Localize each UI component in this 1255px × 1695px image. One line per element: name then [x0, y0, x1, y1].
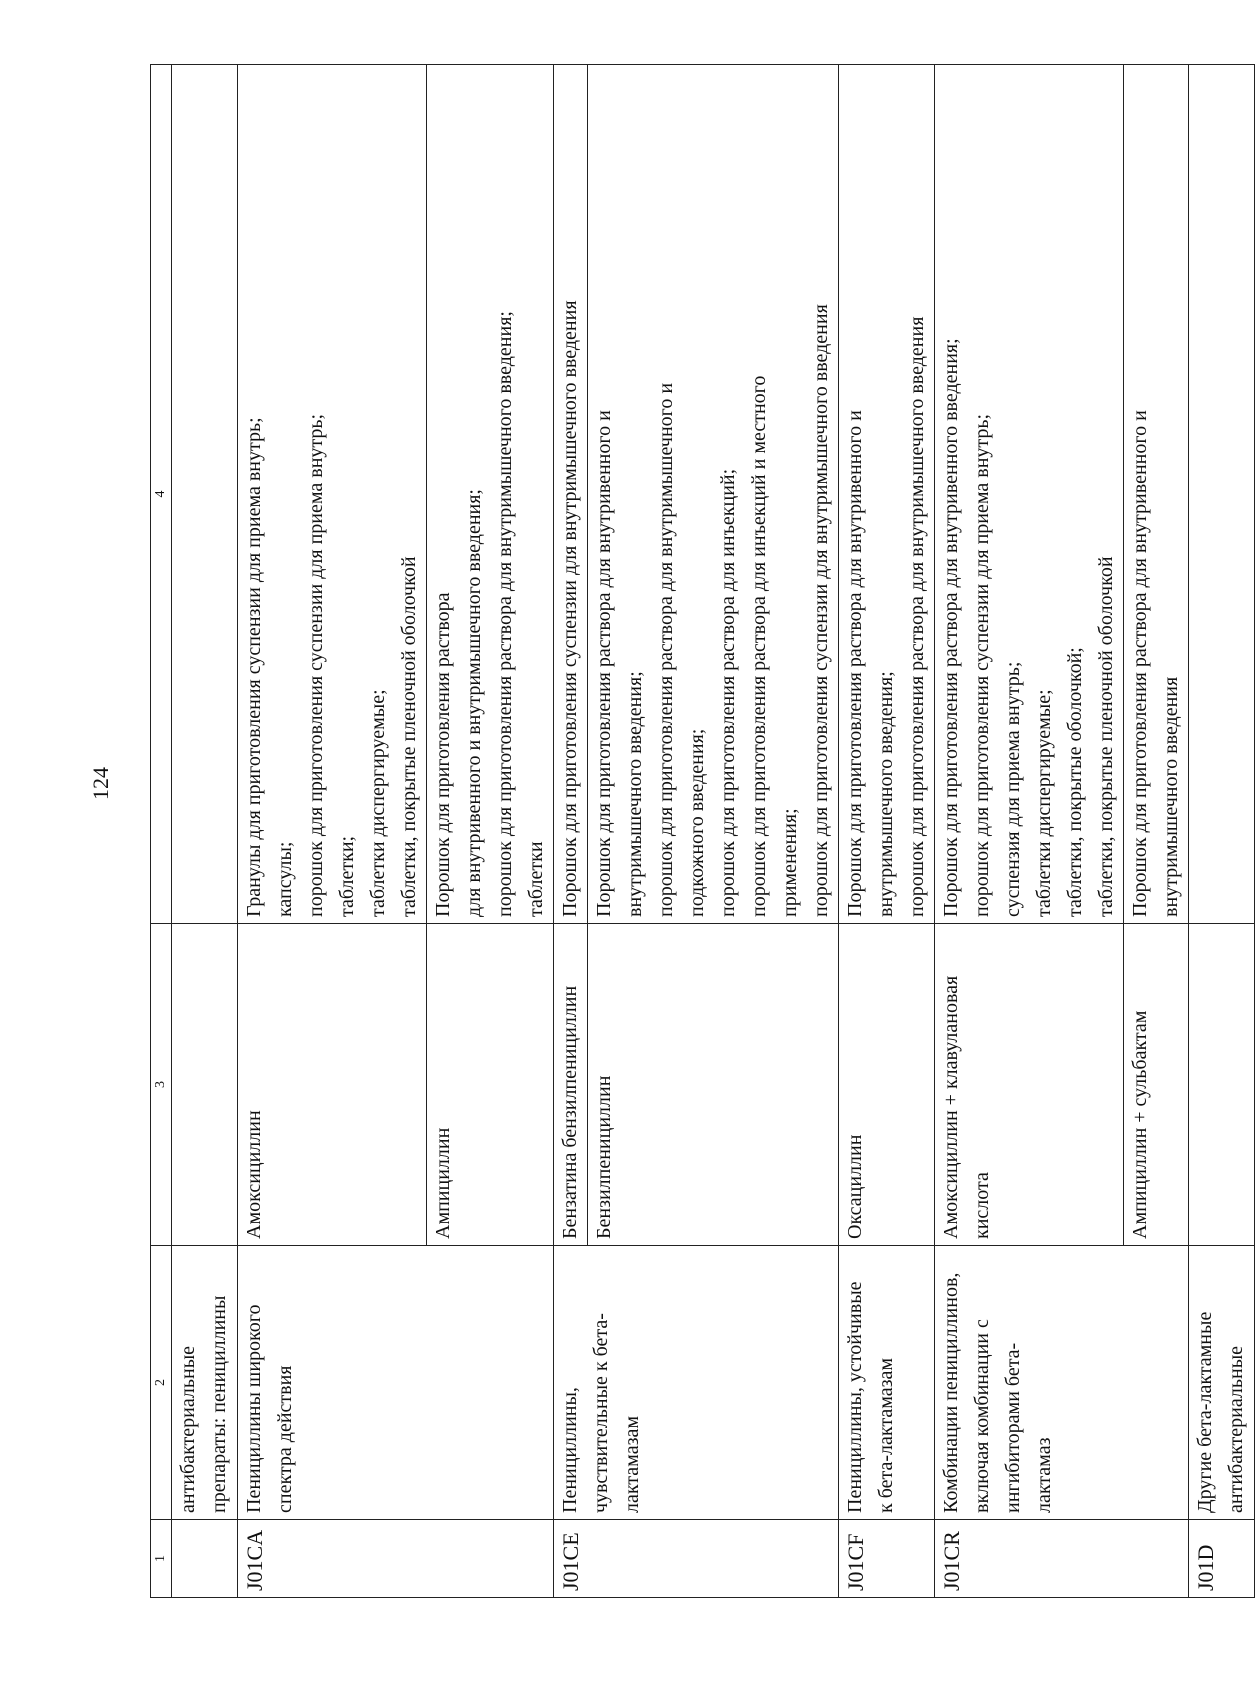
table-row	[935, 65, 1124, 1598]
page-number: 124	[88, 767, 113, 800]
column-header-1: 1	[151, 1520, 172, 1598]
atc-code-cell: J01CR	[935, 1520, 1189, 1598]
atc-code-cell: J01CF	[839, 1520, 935, 1598]
atc-code-cell: J01CA	[238, 1520, 554, 1598]
forms-cell: Гранулы для приготовления суспензии для приема внутрь; капсулы; порошок для приготовления суспензии для приема внутрь; таблетки; таблетки диспергируемые; таблетки, покрытые пленочной оболочкой	[238, 65, 427, 924]
forms-cell	[172, 65, 238, 924]
header-row	[151, 65, 172, 1598]
column-header-3: 3	[151, 924, 172, 1246]
table-row	[238, 65, 427, 1598]
forms-cell: Порошок для приготовления раствора для внутривенного и внутримышечного введения; порошок для приготовления раствора для внутримышечного введения	[839, 65, 935, 924]
atc-code-cell: J01CE	[554, 1520, 839, 1598]
column-header-2: 2	[151, 1246, 172, 1520]
group-cell: Другие бета-лактамные антибактериальные	[1189, 1246, 1255, 1520]
forms-cell: Порошок для приготовления суспензии для внутримышечного введения	[554, 65, 588, 924]
drug-cell	[172, 924, 238, 1246]
drug-cell: Амоксициллин + клавулановая кислота	[935, 924, 1124, 1246]
group-cell: Пенициллины, устойчивые к бета-лактамазам	[839, 1246, 935, 1520]
drug-cell: Ампициллин	[427, 924, 554, 1246]
forms-cell: Порошок для приготовления раствора для внутривенного и внутримышечного введения; порошок для приготовления раствора для внутримышечного введения; таблетки	[427, 65, 554, 924]
forms-cell: Порошок для приготовления раствора для внутривенного и внутримышечного введения	[1124, 65, 1189, 924]
rotated-table-container	[150, 65, 1247, 1598]
group-cell: Комбинации пенициллинов, включая комбинации с ингибиторами бета- лактамаз	[935, 1246, 1189, 1520]
column-header-4: 4	[151, 65, 172, 924]
atc-code-cell	[172, 1520, 238, 1598]
forms-cell: Порошок для приготовления раствора для внутривенного введения; порошок для приготовления суспензии для приема внутрь; суспензия для приема внутрь; таблетки диспергируемые; таблетки, покрытые оболочкой; таблетки, покрытые пленочной оболочкой	[935, 65, 1124, 924]
atc-code-cell: J01D	[1189, 1520, 1255, 1598]
forms-cell	[1189, 65, 1255, 924]
group-cell: Пенициллины, чувствительные к бета- лактамазам	[554, 1246, 839, 1520]
table-row	[839, 65, 935, 1598]
forms-cell: Порошок для приготовления раствора для внутривенного и внутримышечного введения; порошок для приготовления раствора для внутримышечного и подкожного введения; порошок для приготовления раствора для инъекций; порошок для приготовления раствора для инъекций и местного применения; порошок для приготовления суспензии для внутримышечного введения	[588, 65, 839, 924]
drug-cell: Амоксициллин	[238, 924, 427, 1246]
group-cell: антибактериальные препараты: пенициллины	[172, 1246, 238, 1520]
drug-classification-table	[150, 64, 1255, 1598]
group-cell: Пенициллины широкого спектра действия	[238, 1246, 554, 1520]
table-row	[554, 65, 588, 1598]
table-row	[1189, 65, 1255, 1598]
table-row	[172, 65, 238, 1598]
drug-cell	[1189, 924, 1255, 1246]
drug-cell: Бензатина бензилпенициллин	[554, 924, 588, 1246]
drug-cell: Бензилпенициллин	[588, 924, 839, 1246]
drug-cell: Ампициллин + сульбактам	[1124, 924, 1189, 1246]
drug-cell: Оксациллин	[839, 924, 935, 1246]
